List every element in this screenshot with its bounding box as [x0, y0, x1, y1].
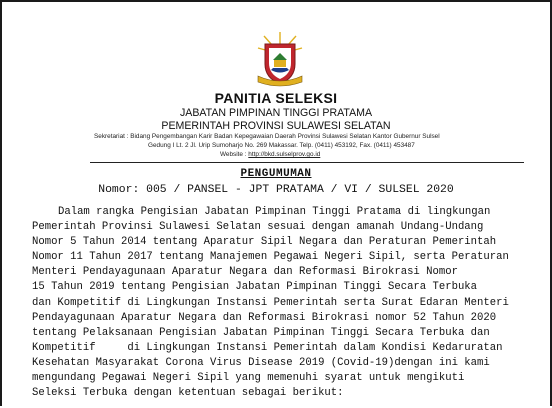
body-line: mengundang Pegawai Negeri Sipil yang memenuhi syarat untuk mengikuti [32, 372, 465, 385]
committee-subtitle-position: JABATAN PIMPINAN TINGGI PRATAMA [179, 107, 373, 119]
body-line: Pendayagunaan Aparatur Negara dan Reformasi Birokrasi nomor 52 Tahun 2020 [32, 311, 497, 324]
secretariat-contact-line: Gedung I Lt. 2 Jl. Urip Sumoharjo No. 269 Makassar. Telp. (0411) 453192, Fax. (0411) 453487 [148, 142, 415, 149]
body-line: Seleksi Terbuka dengan ketentuan sebagai berikut: [32, 387, 344, 400]
body-line: Menteri Pendayagunaan Aparatur Negara dan Reformasi Birokrasi Nomor [32, 266, 458, 279]
body-line: Kesehatan Masyarakat Corona Virus Disease 2019 (Covid-19)dengan ini kami [32, 356, 490, 369]
committee-subtitle-government: PEMERINTAH PROVINSI SULAWESI SELATAN [161, 120, 391, 132]
body-line: Pemerintah Provinsi Sulawesi Selatan sesuai dengan amanah Undang-Undang [32, 221, 484, 234]
announcement-number: Nomor: 005 / PANSEL - JPT PRATAMA / VI / SULSEL 2020 [98, 184, 454, 196]
body-line: Nomor 5 Tahun 2014 tentang Aparatur Sipil Negara dan Peraturan Pemerintah [32, 236, 497, 249]
website-label: Website : [220, 151, 249, 158]
secretariat-address-line: Sekretariat : Bidang Pengembangan Karir Badan Kepegawaian Daerah Provinsi Sulawesi Selatan Kantor Gubernur Sulsel [94, 133, 440, 140]
announcement-body [32, 205, 532, 401]
website-line [220, 151, 552, 160]
body-line: Nomor 11 Tahun 2017 tentang Manajemen Pegawai Negeri Sipil, serta Peraturan [32, 251, 509, 264]
committee-title: PANITIA SELEKSI [214, 90, 338, 106]
provincial-emblem-icon [254, 30, 306, 88]
body-line: 15 Tahun 2019 tentang Pengisian Jabatan Pimpinan Tinggi Secara Terbuka [32, 281, 478, 294]
body-line: dan Kompetitif di Lingkungan Instansi Pemerintah serta Surat Edaran Menteri [32, 296, 509, 309]
body-line: Dalam rangka Pengisian Jabatan Pimpinan Tinggi Pratama di lingkungan [58, 206, 491, 218]
body-line: Kompetitif di Lingkungan Instansi Pemerintah dalam Kondisi Kedaruratan [32, 341, 503, 354]
body-line: tentang Pelaksanaan Pengisian Jabatan Pimpinan Tinggi Secara Terbuka dan [32, 326, 490, 339]
header-divider [90, 162, 524, 163]
announcement-heading: PENGUMUMAN [240, 168, 312, 180]
website-link[interactable]: http://bkd.sulselprov.go.id [248, 151, 321, 158]
